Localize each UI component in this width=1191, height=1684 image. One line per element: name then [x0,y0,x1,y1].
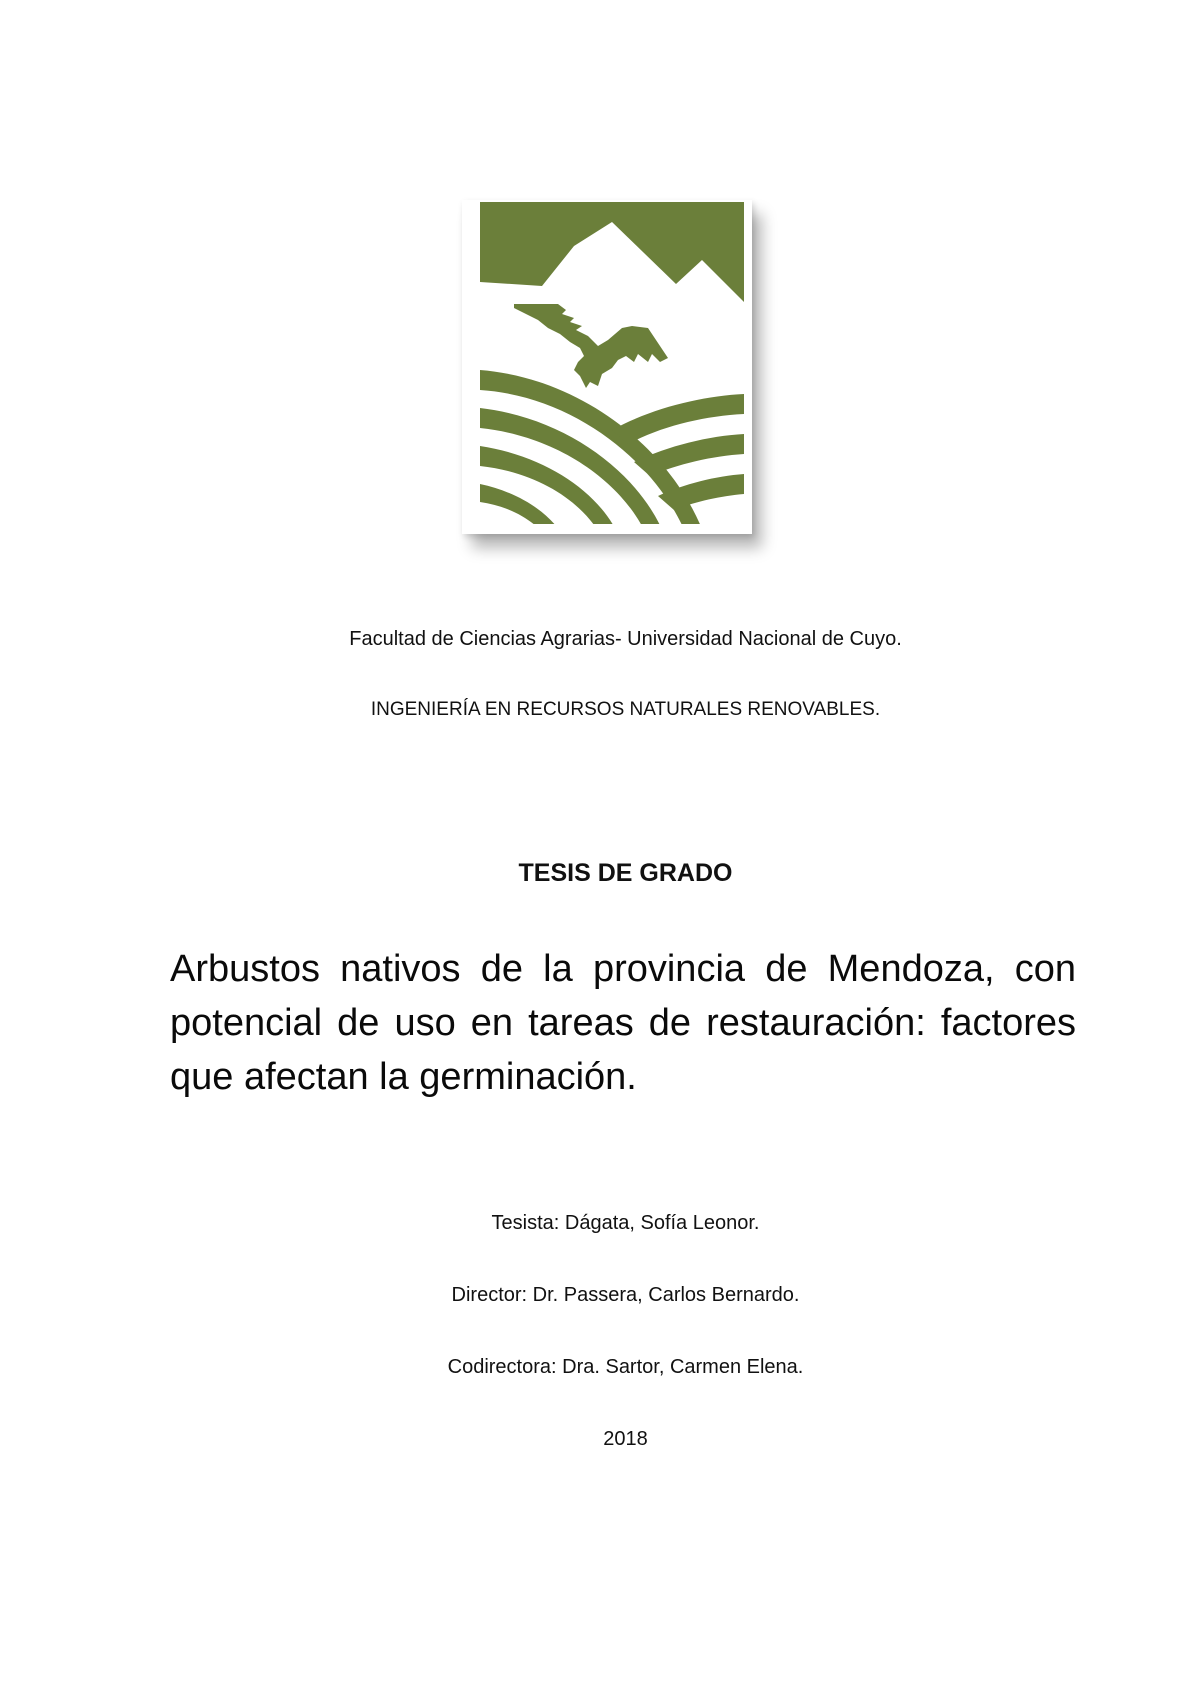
thesis-label: TESIS DE GRADO [518,859,733,887]
mountains-condor-fields-icon [462,200,752,534]
university-logo [462,200,752,534]
codirector-line: Codirectora: Dra. Sartor, Carmen Elena. [447,1356,804,1378]
career-line: INGENIERÍA EN RECURSOS NATURALES RENOVABLES. [370,699,881,720]
author-line: Tesista: Dágata, Sofía Leonor. [491,1212,760,1234]
faculty-line: Facultad de Ciencias Agrarias- Universidad Nacional de Cuyo. [349,628,902,650]
thesis-title: Arbustos nativos de la provincia de Mendoza, con potencial de uso en tareas de restauración: factores que afectan la germinación. [170,948,1076,1098]
director-line: Director: Dr. Passera, Carlos Bernardo. [451,1284,800,1306]
year-line: 2018 [603,1428,648,1450]
